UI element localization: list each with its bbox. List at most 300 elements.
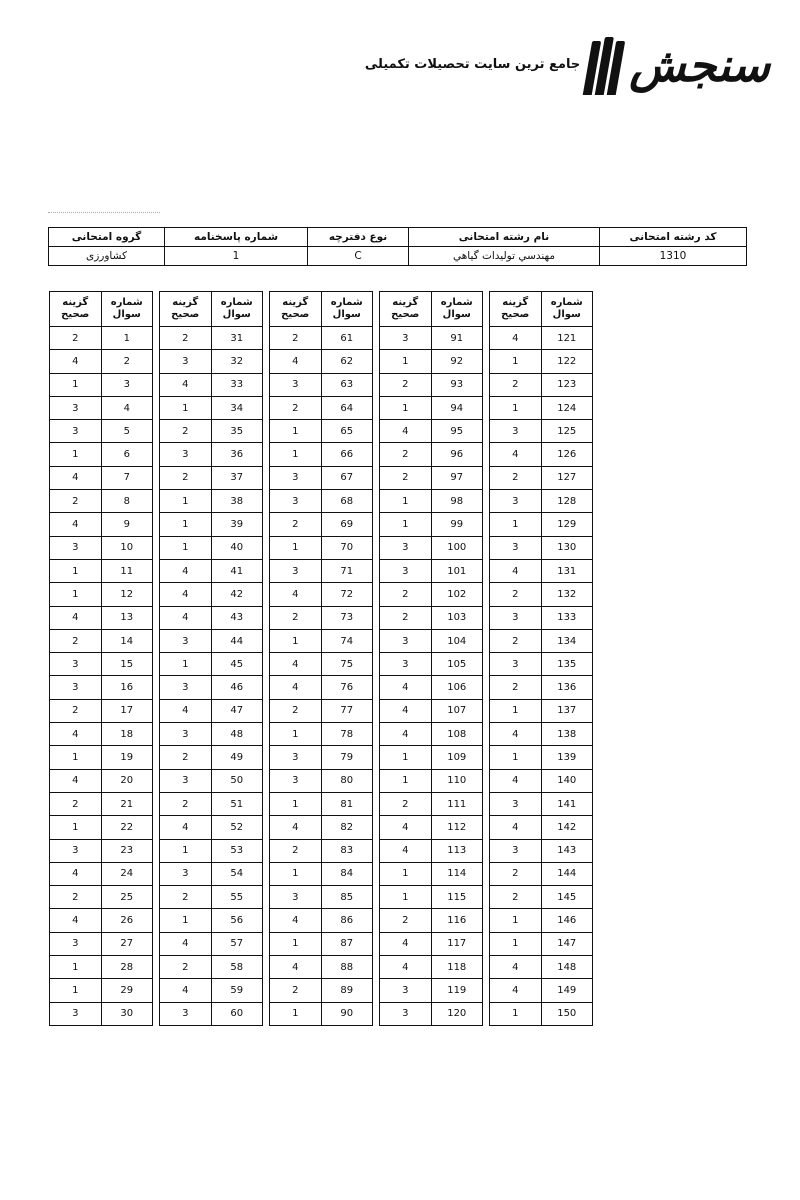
correct-option: 4 <box>270 816 322 839</box>
question-number: 68 <box>321 490 373 513</box>
correct-option: 4 <box>490 769 542 792</box>
answer-row <box>270 839 373 862</box>
answer-row <box>490 559 593 582</box>
question-number: 112 <box>431 816 483 839</box>
question-number: 126 <box>541 443 593 466</box>
question-number: 132 <box>541 583 593 606</box>
question-number: 70 <box>321 536 373 559</box>
correct-option: 4 <box>50 723 102 746</box>
question-number: 57 <box>211 932 263 955</box>
correct-option: 3 <box>50 536 102 559</box>
question-number: 116 <box>431 909 483 932</box>
correct-option: 1 <box>270 932 322 955</box>
correct-option: 1 <box>490 746 542 769</box>
question-number: 101 <box>431 559 483 582</box>
header-question-number: شماره سوال <box>541 292 593 327</box>
correct-option: 4 <box>270 956 322 979</box>
question-number: 36 <box>211 443 263 466</box>
correct-option: 4 <box>490 979 542 1002</box>
question-number: 118 <box>431 956 483 979</box>
answer-row <box>160 792 263 815</box>
question-number: 69 <box>321 513 373 536</box>
answer-row <box>270 886 373 909</box>
question-number: 100 <box>431 536 483 559</box>
question-number: 106 <box>431 676 483 699</box>
question-number: 13 <box>101 606 153 629</box>
answer-row <box>380 979 483 1002</box>
correct-option: 4 <box>50 466 102 489</box>
correct-option: 1 <box>160 490 212 513</box>
correct-option: 2 <box>270 839 322 862</box>
correct-option: 4 <box>160 606 212 629</box>
correct-option: 3 <box>380 629 432 652</box>
correct-option: 1 <box>270 536 322 559</box>
question-number: 34 <box>211 396 263 419</box>
correct-option: 3 <box>490 839 542 862</box>
answer-row <box>160 1002 263 1025</box>
answer-row <box>270 629 373 652</box>
correct-option: 1 <box>50 373 102 396</box>
value-field-code: 1310 <box>600 247 747 266</box>
question-number: 84 <box>321 862 373 885</box>
answer-row <box>160 583 263 606</box>
correct-option: 4 <box>490 559 542 582</box>
answer-row <box>160 396 263 419</box>
correct-option: 3 <box>160 723 212 746</box>
correct-option: 2 <box>160 327 212 350</box>
answer-row <box>50 536 153 559</box>
answer-row <box>380 653 483 676</box>
correct-option: 2 <box>490 886 542 909</box>
correct-option: 1 <box>380 769 432 792</box>
correct-option: 1 <box>490 909 542 932</box>
correct-option: 4 <box>160 932 212 955</box>
correct-option: 3 <box>50 932 102 955</box>
correct-option: 3 <box>270 769 322 792</box>
question-number: 48 <box>211 723 263 746</box>
question-number: 10 <box>101 536 153 559</box>
correct-option: 4 <box>160 699 212 722</box>
answer-row <box>160 420 263 443</box>
correct-option: 2 <box>380 443 432 466</box>
answer-row <box>490 723 593 746</box>
question-number: 115 <box>431 886 483 909</box>
answer-block-1 <box>49 291 153 1026</box>
question-number: 5 <box>101 420 153 443</box>
answer-row <box>160 653 263 676</box>
correct-option: 3 <box>160 676 212 699</box>
answer-row <box>270 490 373 513</box>
answer-row <box>490 839 593 862</box>
question-number: 131 <box>541 559 593 582</box>
dotted-divider <box>48 212 160 213</box>
correct-option: 3 <box>380 327 432 350</box>
question-number: 147 <box>541 932 593 955</box>
correct-option: 1 <box>50 559 102 582</box>
question-number: 52 <box>211 816 263 839</box>
correct-option: 1 <box>270 723 322 746</box>
answer-row <box>160 536 263 559</box>
correct-option: 3 <box>490 653 542 676</box>
correct-option: 2 <box>50 629 102 652</box>
correct-option: 4 <box>160 583 212 606</box>
correct-option: 4 <box>50 350 102 373</box>
answer-row <box>50 723 153 746</box>
answer-row <box>270 746 373 769</box>
answer-row <box>50 653 153 676</box>
correct-option: 3 <box>380 1002 432 1025</box>
question-number: 41 <box>211 559 263 582</box>
correct-option: 3 <box>490 792 542 815</box>
question-number: 82 <box>321 816 373 839</box>
correct-option: 2 <box>50 886 102 909</box>
answer-block-header-row <box>270 292 373 327</box>
question-number: 67 <box>321 466 373 489</box>
correct-option: 1 <box>270 443 322 466</box>
answer-row <box>160 816 263 839</box>
answer-row <box>490 606 593 629</box>
correct-option: 4 <box>160 373 212 396</box>
question-number: 99 <box>431 513 483 536</box>
answer-row <box>490 583 593 606</box>
answer-row <box>490 886 593 909</box>
question-number: 135 <box>541 653 593 676</box>
correct-option: 2 <box>380 792 432 815</box>
answer-row <box>160 886 263 909</box>
header-correct-option: گزینه صحیح <box>490 292 542 327</box>
answer-row <box>380 443 483 466</box>
correct-option: 1 <box>380 746 432 769</box>
question-number: 35 <box>211 420 263 443</box>
answer-row <box>270 513 373 536</box>
answer-row <box>270 443 373 466</box>
header-question-number: شماره سوال <box>211 292 263 327</box>
correct-option: 4 <box>380 699 432 722</box>
answer-row <box>50 490 153 513</box>
correct-option: 2 <box>160 746 212 769</box>
answer-row <box>270 396 373 419</box>
answer-row <box>160 956 263 979</box>
answer-row <box>270 792 373 815</box>
correct-option: 3 <box>380 536 432 559</box>
answer-row <box>490 629 593 652</box>
correct-option: 3 <box>490 606 542 629</box>
answer-row <box>490 513 593 536</box>
question-number: 111 <box>431 792 483 815</box>
question-number: 143 <box>541 839 593 862</box>
answer-row <box>50 559 153 582</box>
answer-row <box>50 350 153 373</box>
correct-option: 1 <box>380 396 432 419</box>
header-answer-sheet-number: شماره پاسخنامه <box>165 228 308 247</box>
answer-row <box>50 1002 153 1025</box>
correct-option: 1 <box>490 699 542 722</box>
question-number: 15 <box>101 653 153 676</box>
correct-option: 1 <box>490 350 542 373</box>
question-number: 9 <box>101 513 153 536</box>
correct-option: 2 <box>270 699 322 722</box>
question-number: 59 <box>211 979 263 1002</box>
correct-option: 4 <box>490 723 542 746</box>
question-number: 119 <box>431 979 483 1002</box>
question-number: 109 <box>431 746 483 769</box>
question-number: 51 <box>211 792 263 815</box>
question-number: 130 <box>541 536 593 559</box>
answer-row <box>490 979 593 1002</box>
question-number: 123 <box>541 373 593 396</box>
answer-row <box>50 956 153 979</box>
value-field-name: مهندسي توليدات گياهي <box>409 247 600 266</box>
header-correct-option: گزینه صحیح <box>50 292 102 327</box>
answer-row <box>160 839 263 862</box>
answer-row <box>160 559 263 582</box>
header-correct-option: گزینه صحیح <box>160 292 212 327</box>
value-answer-sheet-number: 1 <box>165 247 308 266</box>
correct-option: 2 <box>160 792 212 815</box>
correct-option: 4 <box>50 513 102 536</box>
correct-option: 4 <box>490 443 542 466</box>
correct-option: 4 <box>270 909 322 932</box>
question-number: 60 <box>211 1002 263 1025</box>
question-number: 117 <box>431 932 483 955</box>
answer-row <box>490 956 593 979</box>
answer-row <box>380 420 483 443</box>
answer-row <box>160 909 263 932</box>
question-number: 83 <box>321 839 373 862</box>
answer-row <box>50 513 153 536</box>
question-number: 78 <box>321 723 373 746</box>
question-number: 55 <box>211 886 263 909</box>
answer-row <box>380 466 483 489</box>
answer-row <box>270 653 373 676</box>
question-number: 29 <box>101 979 153 1002</box>
question-number: 72 <box>321 583 373 606</box>
correct-option: 1 <box>50 583 102 606</box>
answer-row <box>380 629 483 652</box>
question-number: 88 <box>321 956 373 979</box>
answer-row <box>380 886 483 909</box>
correct-option: 3 <box>270 746 322 769</box>
answer-row <box>50 606 153 629</box>
correct-option: 4 <box>160 816 212 839</box>
answer-row <box>270 583 373 606</box>
question-number: 71 <box>321 559 373 582</box>
answer-row <box>270 559 373 582</box>
answer-row <box>490 1002 593 1025</box>
answer-row <box>380 583 483 606</box>
header-field-name: نام رشته امتحانی <box>409 228 600 247</box>
question-number: 26 <box>101 909 153 932</box>
correct-option: 2 <box>270 396 322 419</box>
question-number: 75 <box>321 653 373 676</box>
question-number: 136 <box>541 676 593 699</box>
question-number: 95 <box>431 420 483 443</box>
header-exam-group: گروه امتحانی <box>49 228 165 247</box>
question-number: 96 <box>431 443 483 466</box>
correct-option: 3 <box>490 490 542 513</box>
answer-row <box>270 373 373 396</box>
correct-option: 3 <box>50 676 102 699</box>
correct-option: 1 <box>50 956 102 979</box>
answer-row <box>380 699 483 722</box>
question-number: 76 <box>321 676 373 699</box>
question-number: 91 <box>431 327 483 350</box>
answer-row <box>380 350 483 373</box>
correct-option: 4 <box>380 420 432 443</box>
correct-option: 2 <box>160 886 212 909</box>
correct-option: 2 <box>160 956 212 979</box>
question-number: 66 <box>321 443 373 466</box>
answer-block-4 <box>379 291 483 1026</box>
correct-option: 3 <box>160 350 212 373</box>
question-number: 65 <box>321 420 373 443</box>
answer-row <box>50 839 153 862</box>
answer-row <box>50 979 153 1002</box>
question-number: 142 <box>541 816 593 839</box>
correct-option: 3 <box>380 559 432 582</box>
exam-info-value-row <box>49 247 747 266</box>
answer-row <box>160 350 263 373</box>
question-number: 128 <box>541 490 593 513</box>
answer-row <box>50 862 153 885</box>
correct-option: 1 <box>380 513 432 536</box>
correct-option: 4 <box>270 350 322 373</box>
correct-option: 1 <box>380 490 432 513</box>
answer-row <box>380 723 483 746</box>
correct-option: 2 <box>50 699 102 722</box>
answer-row <box>380 909 483 932</box>
question-number: 110 <box>431 769 483 792</box>
correct-option: 2 <box>490 862 542 885</box>
answer-row <box>160 606 263 629</box>
correct-option: 1 <box>160 396 212 419</box>
question-number: 107 <box>431 699 483 722</box>
answer-block-header-row <box>160 292 263 327</box>
question-number: 16 <box>101 676 153 699</box>
correct-option: 4 <box>380 932 432 955</box>
answer-row <box>380 792 483 815</box>
correct-option: 4 <box>50 909 102 932</box>
answer-row <box>270 327 373 350</box>
answer-row <box>50 932 153 955</box>
correct-option: 2 <box>490 676 542 699</box>
answer-row <box>380 862 483 885</box>
correct-option: 2 <box>50 792 102 815</box>
correct-option: 4 <box>160 559 212 582</box>
correct-option: 3 <box>270 490 322 513</box>
correct-option: 1 <box>50 816 102 839</box>
answer-row <box>160 513 263 536</box>
answer-row <box>490 420 593 443</box>
question-number: 121 <box>541 327 593 350</box>
question-number: 53 <box>211 839 263 862</box>
question-number: 40 <box>211 536 263 559</box>
answer-row <box>490 862 593 885</box>
answer-row <box>380 816 483 839</box>
correct-option: 2 <box>160 420 212 443</box>
answer-row <box>490 373 593 396</box>
correct-option: 1 <box>490 932 542 955</box>
header-question-number: شماره سوال <box>431 292 483 327</box>
correct-option: 3 <box>160 769 212 792</box>
question-number: 87 <box>321 932 373 955</box>
correct-option: 4 <box>50 862 102 885</box>
answer-row <box>380 769 483 792</box>
correct-option: 4 <box>490 816 542 839</box>
answer-row <box>50 327 153 350</box>
correct-option: 2 <box>490 466 542 489</box>
question-number: 3 <box>101 373 153 396</box>
question-number: 61 <box>321 327 373 350</box>
answer-row <box>160 932 263 955</box>
site-logo <box>365 22 770 107</box>
question-number: 79 <box>321 746 373 769</box>
answer-row <box>380 373 483 396</box>
answer-row <box>490 792 593 815</box>
correct-option: 3 <box>50 1002 102 1025</box>
correct-option: 2 <box>270 327 322 350</box>
question-number: 124 <box>541 396 593 419</box>
correct-option: 1 <box>490 513 542 536</box>
correct-option: 3 <box>160 443 212 466</box>
correct-option: 1 <box>160 536 212 559</box>
answer-row <box>50 396 153 419</box>
answer-row <box>50 699 153 722</box>
question-number: 45 <box>211 653 263 676</box>
correct-option: 2 <box>50 490 102 513</box>
correct-option: 3 <box>50 420 102 443</box>
answer-row <box>160 746 263 769</box>
answer-row <box>490 909 593 932</box>
answer-row <box>50 769 153 792</box>
question-number: 139 <box>541 746 593 769</box>
correct-option: 4 <box>380 723 432 746</box>
answer-row <box>380 746 483 769</box>
question-number: 122 <box>541 350 593 373</box>
question-number: 89 <box>321 979 373 1002</box>
question-number: 125 <box>541 420 593 443</box>
question-number: 4 <box>101 396 153 419</box>
question-number: 98 <box>431 490 483 513</box>
correct-option: 1 <box>270 420 322 443</box>
question-number: 149 <box>541 979 593 1002</box>
correct-option: 2 <box>490 629 542 652</box>
correct-option: 3 <box>50 396 102 419</box>
answer-block-5 <box>489 291 593 1026</box>
correct-option: 4 <box>160 979 212 1002</box>
question-number: 92 <box>431 350 483 373</box>
answer-row <box>50 373 153 396</box>
answer-row <box>270 1002 373 1025</box>
question-number: 58 <box>211 956 263 979</box>
answer-row <box>50 792 153 815</box>
correct-option: 1 <box>160 839 212 862</box>
question-number: 8 <box>101 490 153 513</box>
question-number: 21 <box>101 792 153 815</box>
question-number: 81 <box>321 792 373 815</box>
question-number: 138 <box>541 723 593 746</box>
correct-option: 4 <box>380 839 432 862</box>
correct-option: 3 <box>160 862 212 885</box>
question-number: 63 <box>321 373 373 396</box>
value-exam-group: کشاورزی <box>49 247 165 266</box>
question-number: 20 <box>101 769 153 792</box>
question-number: 24 <box>101 862 153 885</box>
answer-block-3 <box>269 291 373 1026</box>
answer-row <box>270 932 373 955</box>
correct-option: 2 <box>380 583 432 606</box>
question-number: 114 <box>431 862 483 885</box>
